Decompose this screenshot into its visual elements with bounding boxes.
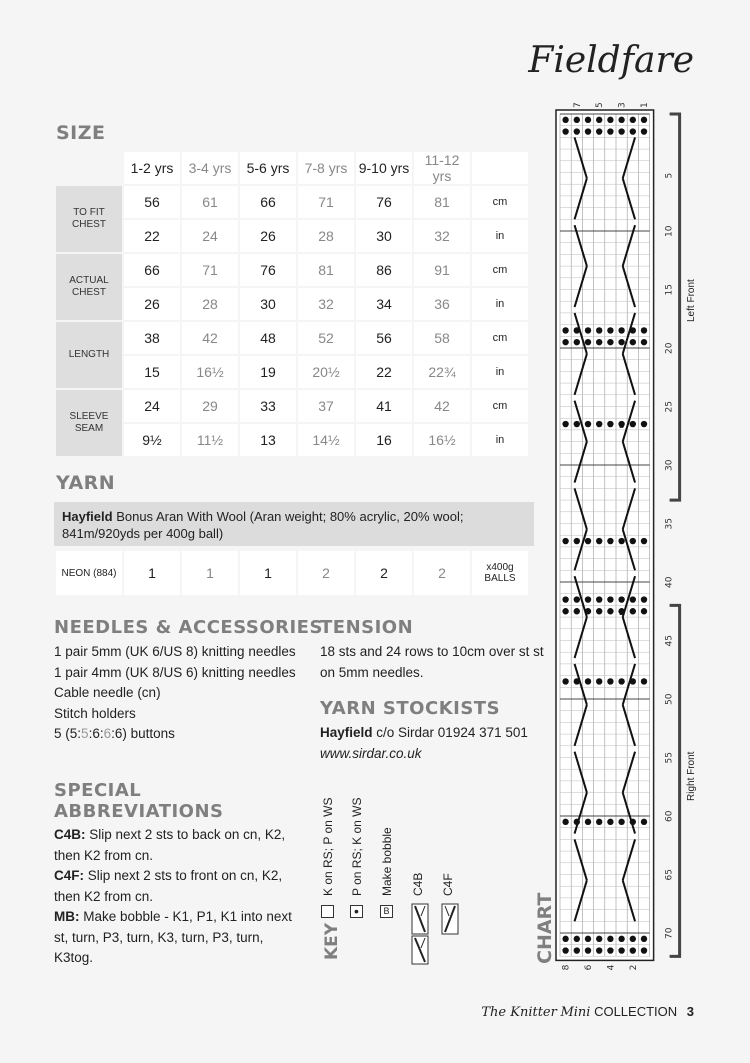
knit-stitch-icon <box>321 905 334 918</box>
purl-stitch-mark <box>596 128 602 134</box>
page-title: Fieldfare <box>528 40 694 81</box>
purl-stitch-mark <box>596 608 602 614</box>
purl-stitch-mark <box>618 678 624 684</box>
size-cell: 41 <box>356 390 412 422</box>
table-row <box>56 390 528 422</box>
purl-stitch-mark <box>574 596 580 602</box>
purl-stitch-mark <box>630 339 636 345</box>
chart-column-number: 7 <box>572 102 583 108</box>
purl-stitch-mark <box>641 596 647 602</box>
yarn-quantity-cell: 2 <box>414 551 470 595</box>
purl-stitch-mark <box>607 678 613 684</box>
purl-stitch-mark <box>562 936 568 942</box>
purl-stitch-mark <box>596 819 602 825</box>
buttons-size: 6 <box>103 726 112 741</box>
buttons-size: 6 <box>114 726 123 741</box>
key-label: C4B <box>411 872 425 896</box>
chart-row-number: 15 <box>664 284 675 296</box>
purl-stitch-mark <box>607 117 613 123</box>
size-group-label: SLEEVE SEAM <box>56 390 122 456</box>
size-cell: 58 <box>414 322 470 354</box>
purl-stitch-mark <box>562 608 568 614</box>
purl-stitch-mark <box>630 128 636 134</box>
size-cell: 16 <box>356 424 412 456</box>
size-column-header: 3-4 yrs <box>182 152 238 184</box>
needles-list <box>54 642 304 745</box>
purl-stitch-mark <box>562 128 568 134</box>
size-cell: 36 <box>414 288 470 320</box>
purl-stitch-mark <box>562 339 568 345</box>
size-column-header: 5-6 yrs <box>240 152 296 184</box>
size-cell: 42 <box>414 390 470 422</box>
tension-heading: TENSION <box>320 617 414 638</box>
size-group-label: LENGTH <box>56 322 122 388</box>
size-column-header: 11-12 yrs <box>414 152 470 184</box>
size-cell: 20½ <box>298 356 354 388</box>
purl-stitch-mark <box>596 596 602 602</box>
table-row <box>56 220 528 252</box>
size-cell: 32 <box>414 220 470 252</box>
purl-stitch-mark <box>630 608 636 614</box>
size-cell: 30 <box>240 288 296 320</box>
table-row <box>56 424 528 456</box>
purl-stitch-mark <box>585 538 591 544</box>
table-row <box>56 254 528 286</box>
collection-label: COLLECTION <box>590 1004 678 1019</box>
yarn-shade-label: NEON (884) <box>56 551 122 595</box>
size-cell: 52 <box>298 322 354 354</box>
purl-stitch-mark <box>641 678 647 684</box>
abbreviation-term: C4B: <box>54 827 86 842</box>
size-cell: 86 <box>356 254 412 286</box>
purl-stitch-mark <box>618 947 624 953</box>
key-title: KEY <box>322 922 342 960</box>
purl-stitch-mark <box>574 421 580 427</box>
purl-stitch-mark <box>585 596 591 602</box>
chart-column-number: 5 <box>595 102 606 108</box>
chart-row-number: 35 <box>664 518 675 530</box>
yarn-quantity-cell: 2 <box>298 551 354 595</box>
buttons-line: 5 (5:5:6:6:6) buttons <box>54 726 175 741</box>
size-cell: 66 <box>124 254 180 286</box>
size-cell: 56 <box>356 322 412 354</box>
abbreviation-term: MB: <box>54 909 80 924</box>
purl-stitch-mark <box>630 538 636 544</box>
needles-line: Stitch holders <box>54 705 136 721</box>
size-cell: 22¾ <box>414 356 470 388</box>
size-cell: 30 <box>356 220 412 252</box>
purl-stitch-mark <box>562 538 568 544</box>
size-unit: in <box>472 288 528 320</box>
purl-stitch-mark <box>562 117 568 123</box>
yarn-description <box>54 502 534 546</box>
purl-stitch-mark <box>618 128 624 134</box>
purl-stitch-mark <box>562 678 568 684</box>
size-heading: SIZE <box>56 122 106 144</box>
bobble-mark: B <box>618 608 625 618</box>
purl-stitch-mark <box>596 936 602 942</box>
size-cell: 33 <box>240 390 296 422</box>
stockists-brand: Hayfield <box>320 725 373 740</box>
right-front-label: Right Front <box>686 751 697 801</box>
purl-stitch-mark <box>585 947 591 953</box>
chart-row-number: 25 <box>664 401 675 413</box>
table-row <box>56 322 528 354</box>
size-column-header: 7-8 yrs <box>298 152 354 184</box>
chart-column-number: 1 <box>640 102 650 108</box>
purl-stitch-mark <box>607 819 613 825</box>
table-row <box>56 186 528 218</box>
size-column-header: 1-2 yrs <box>124 152 180 184</box>
tension-text: 18 sts and 24 rows to 10cm over st st on 5mm needles. <box>320 644 544 680</box>
purl-stitch-mark <box>596 678 602 684</box>
yarn-unit: x400g BALLS <box>472 551 528 595</box>
size-cell: 32 <box>298 288 354 320</box>
size-table <box>54 150 530 458</box>
purl-stitch-mark <box>641 608 647 614</box>
page-number: 3 <box>686 1004 694 1019</box>
needles-line: 1 pair 4mm (UK 8/US 6) knitting needles <box>54 664 296 680</box>
yarn-quantity-cell: 1 <box>124 551 180 595</box>
yarn-quantity-cell: 1 <box>240 551 296 595</box>
size-group-label: TO FIT CHEST <box>56 186 122 252</box>
size-cell: 56 <box>124 186 180 218</box>
key-label: P on RS; K on WS <box>350 797 364 896</box>
size-unit: cm <box>472 186 528 218</box>
c4f-icon <box>442 904 458 934</box>
purl-stitch-mark <box>585 421 591 427</box>
bobble-icon: B <box>380 905 393 918</box>
size-cell: 16½ <box>414 424 470 456</box>
purl-stitch-mark <box>641 947 647 953</box>
size-cell: 91 <box>414 254 470 286</box>
size-cell: 9½ <box>124 424 180 456</box>
purl-stitch-mark <box>596 947 602 953</box>
purl-stitch-mark <box>574 947 580 953</box>
stockists-url[interactable]: www.sirdar.co.uk <box>320 745 422 761</box>
buttons-size: 5 <box>69 726 78 741</box>
purl-stitch-mark <box>641 936 647 942</box>
purl-stitch-mark <box>641 421 647 427</box>
purl-stitch-mark <box>596 339 602 345</box>
size-cell: 42 <box>182 322 238 354</box>
purl-stitch-mark <box>618 596 624 602</box>
purl-stitch-mark <box>618 327 624 333</box>
chart-column-number: 2 <box>628 964 639 971</box>
size-cell: 76 <box>356 186 412 218</box>
chart-row-number: 10 <box>664 225 675 237</box>
size-unit: in <box>472 424 528 456</box>
purl-stitch-mark <box>607 608 613 614</box>
size-cell: 71 <box>182 254 238 286</box>
footer <box>481 1004 694 1020</box>
c4b-icon <box>412 904 428 964</box>
size-cell: 16½ <box>182 356 238 388</box>
size-unit: cm <box>472 390 528 422</box>
purl-stitch-mark <box>618 538 624 544</box>
purl-stitch-mark <box>607 936 613 942</box>
chart-row-number: 40 <box>664 576 675 588</box>
size-cell: 81 <box>298 254 354 286</box>
purl-stitch-mark <box>641 819 647 825</box>
size-cell: 61 <box>182 186 238 218</box>
abbreviation-item <box>54 825 304 866</box>
purl-stitch-mark <box>618 936 624 942</box>
size-column-header: 9-10 yrs <box>356 152 412 184</box>
cable-key-icons <box>410 902 462 966</box>
purl-stitch-mark <box>630 936 636 942</box>
stitch-chart <box>540 96 710 986</box>
chart-row-number: 50 <box>664 693 675 705</box>
yarn-brand: Hayfield <box>62 509 113 524</box>
purl-stitch-mark <box>641 327 647 333</box>
size-cell: 37 <box>298 390 354 422</box>
chart-column-number: 3 <box>617 102 628 108</box>
size-cell: 66 <box>240 186 296 218</box>
purl-stitch-icon: • <box>350 905 363 918</box>
purl-stitch-mark <box>607 596 613 602</box>
chart-row-number: 70 <box>664 927 675 939</box>
table-row <box>56 356 528 388</box>
key-label: Make bobble <box>380 827 394 896</box>
special-abbreviations-heading: SPECIAL ABBREVIATIONS <box>54 780 224 822</box>
purl-stitch-mark <box>618 117 624 123</box>
purl-stitch-mark <box>562 947 568 953</box>
purl-stitch-mark <box>585 339 591 345</box>
purl-stitch-mark <box>596 117 602 123</box>
size-cell: 22 <box>356 356 412 388</box>
purl-stitch-mark <box>562 421 568 427</box>
chart-row-number: 55 <box>664 752 675 764</box>
needles-line: 1 pair 5mm (UK 6/US 8) knitting needles <box>54 644 296 659</box>
yarn-quantity-table <box>54 549 530 597</box>
chart-title: CHART <box>534 892 556 964</box>
purl-stitch-mark <box>630 947 636 953</box>
chart-column-number: 6 <box>584 964 594 971</box>
needles-heading: NEEDLES & ACCESSORIES <box>54 617 323 638</box>
size-cell: 38 <box>124 322 180 354</box>
purl-stitch-mark <box>596 421 602 427</box>
purl-stitch-mark <box>574 538 580 544</box>
chart-row-number: 45 <box>664 635 675 647</box>
size-cell: 15 <box>124 356 180 388</box>
chart-row-number: 5 <box>664 172 675 179</box>
chart-row-number: 20 <box>664 342 675 354</box>
chart-column-number: 4 <box>606 964 617 971</box>
size-cell: 28 <box>182 288 238 320</box>
size-cell: 28 <box>298 220 354 252</box>
size-cell: 22 <box>124 220 180 252</box>
key-label: K on RS; P on WS <box>321 797 335 896</box>
left-front-label: Left Front <box>686 279 697 322</box>
purl-stitch-mark <box>574 339 580 345</box>
purl-stitch-mark <box>562 327 568 333</box>
stockists-contact: c/o Sirdar 01924 371 501 <box>372 725 528 740</box>
buttons-prefix: 5 ( <box>54 726 70 741</box>
purl-stitch-mark <box>630 596 636 602</box>
purl-stitch-mark <box>562 819 568 825</box>
purl-stitch-mark <box>607 339 613 345</box>
purl-stitch-mark <box>641 128 647 134</box>
size-cell: 14½ <box>298 424 354 456</box>
needles-line: Cable needle (cn) <box>54 685 161 700</box>
chart-row-number: 60 <box>664 810 675 822</box>
yarn-quantity-cell: 1 <box>182 551 238 595</box>
abbreviation-item <box>54 907 304 969</box>
yarn-details: Bonus Aran With Wool (Aran weight; 80% acrylic, 20% wool; 841m/920yds per 400g ball) <box>62 509 464 541</box>
purl-stitch-mark <box>585 327 591 333</box>
section-bracket <box>670 605 680 956</box>
size-cell: 76 <box>240 254 296 286</box>
purl-stitch-mark <box>574 936 580 942</box>
size-cell: 24 <box>182 220 238 252</box>
purl-stitch-mark <box>607 947 613 953</box>
buttons-suffix: ) buttons <box>122 726 175 741</box>
purl-stitch-mark <box>630 117 636 123</box>
purl-stitch-mark <box>618 819 624 825</box>
size-cell: 81 <box>414 186 470 218</box>
key-label: C4F <box>441 873 455 896</box>
purl-stitch-mark <box>607 128 613 134</box>
size-cell: 26 <box>240 220 296 252</box>
special-abbreviations-list <box>54 825 304 969</box>
size-unit: cm <box>472 322 528 354</box>
size-unit: in <box>472 220 528 252</box>
size-cell: 19 <box>240 356 296 388</box>
purl-stitch-mark <box>607 538 613 544</box>
chart-row-number: 65 <box>664 869 675 881</box>
size-cell: 24 <box>124 390 180 422</box>
magazine-mini: Mini <box>560 1005 591 1020</box>
abbreviation-term: C4F: <box>54 868 84 883</box>
stockists-info <box>320 723 545 764</box>
purl-stitch-mark <box>641 538 647 544</box>
size-cell: 11½ <box>182 424 238 456</box>
purl-stitch-mark <box>574 128 580 134</box>
purl-stitch-mark <box>585 936 591 942</box>
chart-row-number: 30 <box>664 459 675 471</box>
purl-stitch-mark <box>585 678 591 684</box>
size-cell: 34 <box>356 288 412 320</box>
purl-stitch-mark <box>574 117 580 123</box>
abbreviation-item <box>54 866 304 907</box>
purl-stitch-mark <box>585 117 591 123</box>
purl-stitch-mark <box>641 117 647 123</box>
yarn-heading: YARN <box>56 472 116 494</box>
size-unit: in <box>472 356 528 388</box>
stockists-heading: YARN STOCKISTS <box>320 698 501 719</box>
abbreviation-text: Make bobble - K1, P1, K1 into next st, turn, P3, turn, K3, turn, P3, turn, K3tog. <box>54 909 292 965</box>
purl-stitch-mark <box>641 339 647 345</box>
purl-stitch-mark <box>618 339 624 345</box>
size-cell: 29 <box>182 390 238 422</box>
purl-stitch-mark <box>562 596 568 602</box>
purl-stitch-mark <box>630 421 636 427</box>
section-bracket <box>670 114 680 500</box>
abbreviation-text: Slip next 2 sts to back on cn, K2, then K2 from cn. <box>54 827 286 863</box>
purl-stitch-mark <box>596 327 602 333</box>
size-unit: cm <box>472 254 528 286</box>
purl-stitch-mark <box>574 608 580 614</box>
chart-column-number: 8 <box>561 964 572 971</box>
size-group-label: ACTUAL CHEST <box>56 254 122 320</box>
purl-stitch-mark <box>607 327 613 333</box>
size-cell: 71 <box>298 186 354 218</box>
bobble-mark: B <box>618 420 625 430</box>
purl-stitch-mark <box>596 538 602 544</box>
yarn-quantity-cell: 2 <box>356 551 412 595</box>
table-row <box>56 288 528 320</box>
table-corner <box>56 152 122 184</box>
purl-stitch-mark <box>585 819 591 825</box>
unit-header <box>472 152 528 184</box>
size-cell: 13 <box>240 424 296 456</box>
buttons-size: 6 <box>92 726 100 741</box>
size-cell: 26 <box>124 288 180 320</box>
purl-stitch-mark <box>585 128 591 134</box>
magazine-name: The Knitter <box>481 1005 557 1020</box>
abbreviation-text: Slip next 2 sts to front on cn, K2, then K2 from cn. <box>54 868 283 904</box>
purl-stitch-mark <box>607 421 613 427</box>
size-cell: 48 <box>240 322 296 354</box>
buttons-size: 5 <box>81 726 89 741</box>
